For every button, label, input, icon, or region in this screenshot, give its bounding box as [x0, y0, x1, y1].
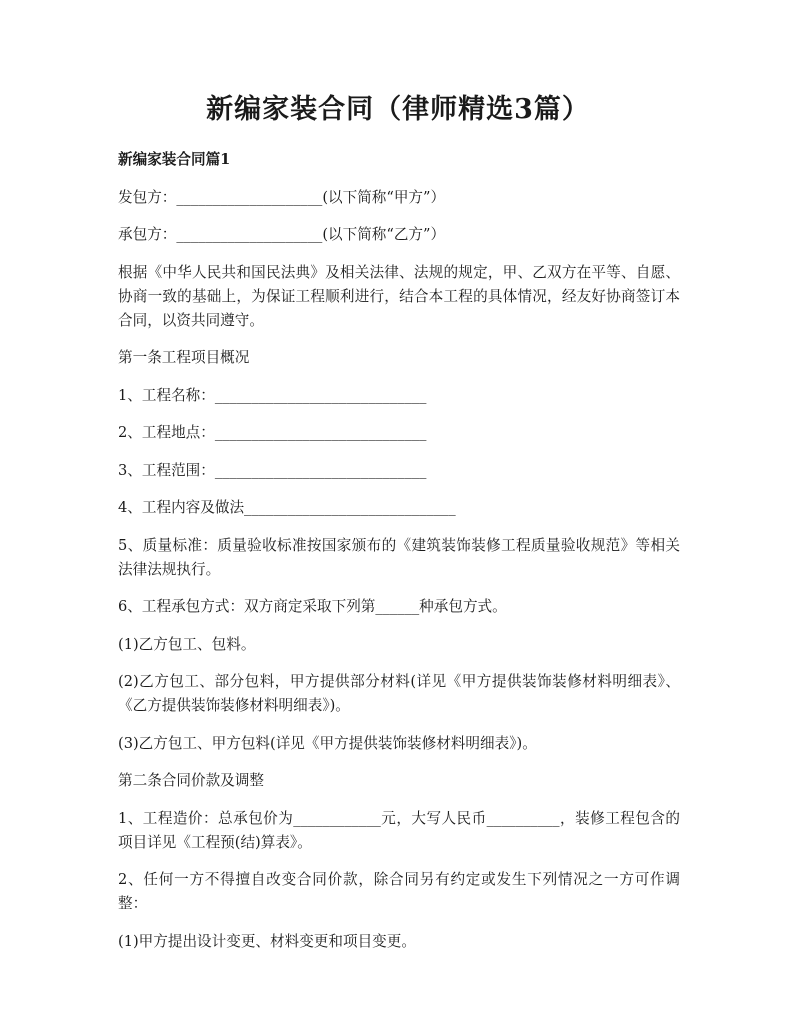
project-name-line: 1、工程名称：_____________________________: [118, 386, 427, 404]
document-body: [118, 148, 680, 967]
document-title: 新编家装合同（律师精选3篇）: [206, 94, 590, 125]
contract-mode-option: (1)乙方包工、包料。: [118, 635, 256, 653]
project-price-paragraph: 1、工程造价：总承包价为____________元，大写人民币__________，装修工程包含的项目详见《工程预(结)算表》。: [118, 809, 680, 851]
article-heading: 第一条工程项目概况: [118, 349, 250, 366]
contractee-party-line: 承包方：____________________(以下简称“乙方”）: [118, 226, 446, 243]
price-adjustment-paragraph: 2、任何一方不得擅自改变合同价款，除合同另有约定或发生下列情况之一方可作调整：: [118, 871, 680, 912]
contract-mode-paragraph: 6、工程承包方式：双方商定采取下列第______种承包方式。: [118, 598, 507, 615]
adjustment-condition: (1)甲方提出设计变更、材料变更和项目变更。: [118, 932, 416, 950]
quality-standard-paragraph: 5、质量标准：质量验收标准按国家颁布的《建筑装饰装修工程质量验收规范》等相关法律法规执行。: [118, 536, 680, 578]
contract-mode-option: (3)乙方包工、甲方包料(详见《甲方提供装饰装修材料明细表》)。: [118, 734, 537, 752]
project-scope-line: 3、工程范围：_____________________________: [118, 461, 427, 479]
project-content-line: 4、工程内容及做法_____________________________: [118, 499, 456, 516]
article-heading: 第二条合同价款及调整: [118, 772, 264, 789]
section-heading: 新编家装合同篇1: [118, 151, 231, 168]
contractor-party-line: 发包方：____________________(以下简称“甲方”）: [118, 188, 446, 206]
project-location-line: 2、工程地点：_____________________________: [118, 424, 427, 441]
preamble-paragraph: 根据《中华人民共和国民法典》及相关法律、法规的规定，甲、乙双方在平等、自愿、协商一致的基础上，为保证工程顺利进行，结合本工程的具体情况，经友好协商签订本合同，以资共同遵守。: [118, 263, 680, 329]
contract-mode-option: (2)乙方包工、部分包料，甲方提供部分材料(详见《甲方提供装饰装修材料明细表》、《乙方提供装饰装修材料明细表》)。: [118, 673, 680, 714]
